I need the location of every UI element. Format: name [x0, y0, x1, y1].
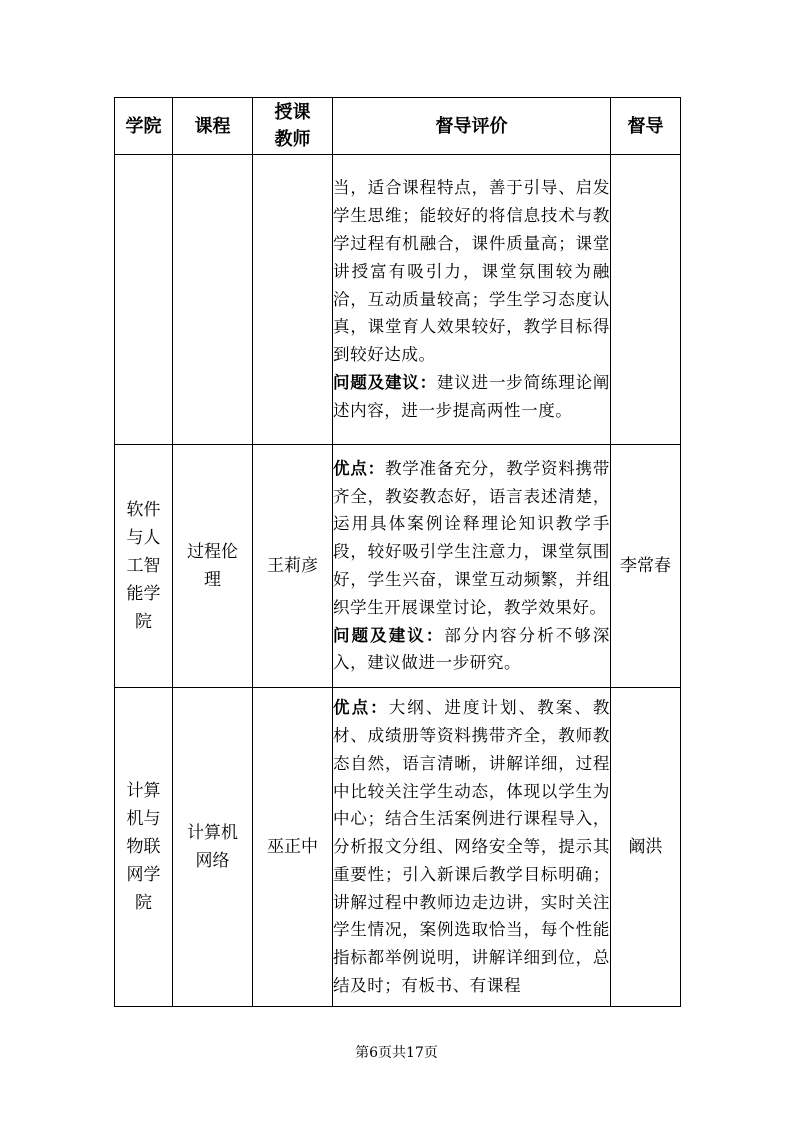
table-row — [115, 445, 681, 688]
college-cell — [115, 155, 173, 445]
page-number: 第6页共17页 — [355, 1045, 438, 1061]
teacher-cell: 巫正中 — [253, 688, 333, 1007]
header-teacher: 授课教师 — [253, 98, 333, 155]
teacher-cell — [253, 155, 333, 445]
table-row — [115, 688, 681, 1007]
evaluation-paragraph: 问题及建议：部分内容分析不够深入，建议做进一步研究。 — [333, 625, 610, 673]
teacher-cell: 王莉彦 — [253, 445, 333, 688]
course-cell — [173, 155, 253, 445]
evaluation-paragraph: 优点：教学准备充分，教学资料携带齐全，教姿教态好，语言表述清楚，运用具体案例诠释理论知识教学手段，较好吸引学生注意力，课堂氛围好，学生兴奋，课堂互动频繁，并组织学生开展课堂讨论，教学效果好。 — [333, 458, 610, 617]
header-row — [115, 98, 681, 155]
supervisor-cell — [611, 155, 681, 445]
college-cell: 计算机与物联网学院 — [115, 688, 173, 1007]
table-row — [115, 155, 681, 445]
course-cell: 计算机网络 — [173, 688, 253, 1007]
evaluation-paragraph: 当，适合课程特点，善于引导、启发学生思维；能较好的将信息技术与教学过程有机融合，课件质量高；课堂讲授富有吸引力，课堂氛围较为融洽，互动质量较高；学生学习态度认真，课堂育人效果较好，教学目标得到较好达成。 — [333, 178, 610, 365]
evaluation-cell — [333, 688, 611, 1007]
header-college: 学院 — [115, 98, 173, 155]
course-cell: 过程伦理 — [173, 445, 253, 688]
supervision-table — [114, 97, 681, 1007]
evaluation-paragraph: 优点：大纲、进度计划、教案、教材、成绩册等资料携带齐全，教师教态自然，语言清晰，讲解详细，过程中比较关注学生动态，体现以学生为中心；结合生活案例进行课程导入，分析报文分组、网络安全等，提示其重要性；引入新课后教学目标明确；讲解过程中教师边走边讲，实时关注学生情况，案例选取恰当，每个性能指标都举例说明，讲解详细到位，总结及时；有板书、有课程 — [333, 698, 610, 996]
supervisor-cell: 李常春 — [611, 445, 681, 688]
header-course: 课程 — [173, 98, 253, 155]
header-evaluation: 督导评价 — [333, 98, 611, 155]
supervisor-cell: 阚洪 — [611, 688, 681, 1007]
college-cell: 软件与人工智能学院 — [115, 445, 173, 688]
header-supervisor: 督导 — [611, 98, 681, 155]
evaluation-cell — [333, 445, 611, 688]
evaluation-paragraph: 问题及建议：建议进一步简练理论阐述内容，进一步提高两性一度。 — [333, 372, 611, 420]
evaluation-cell — [333, 155, 611, 445]
